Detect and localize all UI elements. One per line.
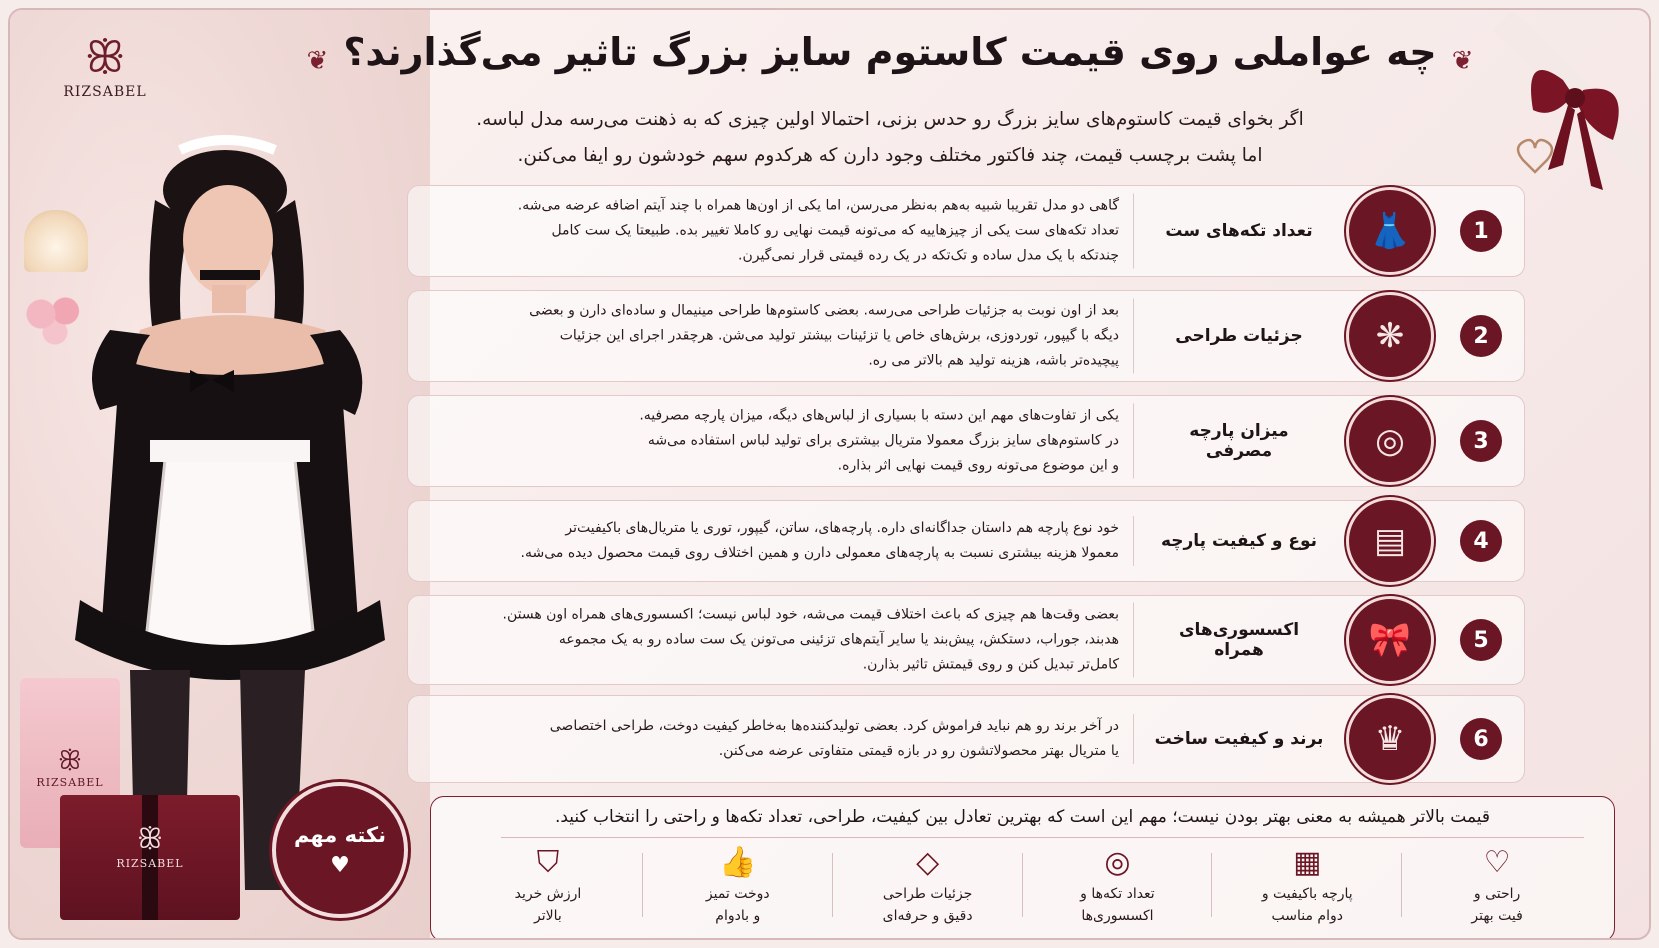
factor-card [407,185,1525,277]
desc-line: در کاستوم‌های سایز بزرگ معمولا متریال بیشتری برای تولید لباس استفاده می‌شه [647,432,1119,449]
factor-label: میزان پارچه مصرفی [1189,421,1289,461]
feature-line-1: راحتی و [1473,886,1521,902]
feature-item [833,843,1023,939]
feature-line-1: دوخت تمیز [705,886,770,902]
desc-line: یا متریال بهتر محصولاتشون رو در بازه قیمتی متفاوتی عرضه می‌کنن. [718,743,1119,759]
feature-line-2: و بادوام [715,908,761,924]
desc-line: معمولا هزینه بیشتری نسبت به پارچه‌های معمولی دارن و همین اختلاف روی قیمت محصول دیده می‌شه. [520,545,1119,561]
diamond-icon: ◇ [916,845,940,880]
factor-label: برند و کیفیت ساخت [1154,729,1324,749]
desc-line: کامل‌تر تبدیل کنن و روی قیمتش تاثیر بذارن. [862,656,1119,673]
page-title: چه عواملی روی قیمت کاستوم سایز بزرگ تاثیر می‌گذارند؟ [343,30,1437,74]
flourish-icon: ❦ [306,45,329,76]
factor-description [434,516,1134,566]
butterfly-logo-icon: ꕥ [57,746,83,776]
lace-icon: ❋ [1346,292,1434,380]
illustration-panel [10,10,430,940]
factor-label: جزئیات طراحی [1175,326,1303,346]
desc-line: یکی از تفاوت‌های مهم این دسته با بسیاری از لباس‌های دیگه، میزان پارچه مصرفیه. [639,407,1119,424]
feature-line-2: دوام مناسب [1271,908,1343,924]
feature-item [1402,843,1592,939]
important-note-badge [272,782,408,918]
feature-line-2: اکسسوری‌ها [1081,908,1154,924]
intro-text [390,102,1390,174]
feature-line-1: جزئیات طراحی [882,886,973,902]
measuring-tape-icon: ◎ [1346,397,1434,485]
factor-card [407,695,1525,783]
gift-brand-name: RIZSABEL [116,857,184,870]
desc-line: گاهی دو مدل تقریبا شبیه به‌هم به‌نظر می‌رسن، اما یکی از اون‌ها همراه با چند آیتم اضافه عرضه می‌شه. [517,197,1119,214]
factor-description [434,404,1134,479]
feature-line-2: فیت بهتر [1471,908,1523,924]
summary-box [430,796,1615,940]
desc-line: بعد از اون نوبت به جزئیات طراحی می‌رسه. بعضی کاستوم‌ها طراحی مینیمال و ساده‌ای دارن و بعضی [529,302,1119,319]
feature-line-1: تعداد تکه‌ها و [1080,886,1155,902]
desc-line: چندتکه با یک مدل ساده و تک‌تکه در یک رده قیمتی قرار نمی‌گیرن. [738,247,1119,264]
factor-label: اکسسوری‌های همراه [1178,620,1300,660]
feature-list [453,843,1592,939]
title-row [290,30,1490,100]
factor-description [434,299,1134,374]
factor-description [434,714,1134,764]
bag-brand-name: RIZSABEL [36,776,104,789]
factor-number: 1 [1460,210,1502,252]
factor-number: 2 [1460,315,1502,357]
desc-line: هدبند، جوراب، دستکش، پیش‌بند یا سایر آیتم‌های تزئینی می‌تونن یک ست ساده رو به یک مجموعه [558,631,1119,648]
gift-box [60,795,240,920]
desc-line: بعضی وقت‌ها هم چیزی که باعث اختلاف قیمت می‌شه، خود لباس نیست؛ اکسسوری‌های همراه اون هستن. [502,606,1119,623]
factor-card [407,290,1525,382]
factor-label: تعداد تکه‌های ست [1165,221,1313,241]
feature-line-1: پارچه باکیفیت و [1261,886,1353,902]
desc-line: خود نوع پارچه هم داستان جداگانه‌ای داره. پارچه‌های، ساتن، گیپور، توری یا متریال‌های باکیفیت‌تر [565,520,1119,536]
measuring-tape-icon: ◎ [1104,845,1131,880]
crown-icon: ♛ [1346,695,1434,783]
factor-number: 3 [1460,420,1502,462]
feature-line-1: ارزش خرید [514,886,582,902]
note-title: نکته مهم [293,822,387,847]
desc-line: تعداد تکه‌های ست یکی از چیزهاییه که می‌تونه قیمت نهایی رو کاملا تغییر بده. طبیعتا یک ست کامل [551,222,1119,239]
feature-item [1023,843,1213,939]
fabric-swatch-icon: ▦ [1293,845,1322,880]
factor-description [434,603,1134,678]
intro-line-1: اگر بخوای قیمت کاستوم‌های سایز بزرگ رو حدس بزنی، احتمالا اولین چیزی که به ذهنت می‌رسه مدل لباسه. [476,109,1304,130]
factor-card [407,395,1525,487]
intro-line-2: اما پشت برچسب قیمت، چند فاکتور مختلف وجود دارن که هرکدوم سهم خودشون رو ایفا می‌کنن. [517,145,1263,166]
ribbon-bow-decoration [1493,10,1643,200]
heart-icon: ♡ [1483,845,1511,880]
desc-line: و این موضوع می‌تونه روی قیمت نهایی اثر بذاره. [837,457,1119,474]
feature-item [453,843,643,939]
butterfly-logo-icon: ꕥ [84,32,126,83]
brand-logo [50,32,160,100]
factor-description [434,194,1134,269]
feature-line-2: بالاتر [534,908,562,924]
factor-card [407,595,1525,685]
factor-number: 5 [1460,619,1502,661]
infographic-frame [8,8,1651,940]
fabric-icon: ▤ [1346,497,1434,585]
summary-message: قیمت بالاتر همیشه به معنی بهتر بودن نیست؛ مهم این است که بهترین تعادل بین کیفیت، طراحی، تعداد تکه‌ها و راحتی را انتخاب کنید. [554,807,1491,827]
feature-line-2: دقیق و حرفه‌ای [882,908,973,924]
butterfly-logo-icon: ꕥ [137,822,163,855]
feature-item [1212,843,1402,939]
divider [501,837,1584,838]
brand-name: RIZSABEL [63,84,147,100]
desc-line: پیچیده‌تر باشه، هزینه تولید هم بالاتر می ره. [868,352,1119,369]
factor-number: 4 [1460,520,1502,562]
shield-check-icon: ⛉ [536,845,560,880]
dress-accessories-icon: 👗 [1346,187,1434,275]
heart-icon: ♥ [330,852,350,878]
flourish-icon: ❦ [1451,45,1474,76]
factor-number: 6 [1460,718,1502,760]
desc-line: در آخر برند رو هم نباید فراموش کرد. بعضی تولیدکننده‌ها به‌خاطر کیفیت دوخت، طراحی اختصاصی [549,718,1119,734]
desc-line: دیگه با گیپور، توردوزی، برش‌های خاص یا تزئینات بیشتر تولید می‌شن. هرچقدر اجرای این جزئیات [559,327,1119,344]
factor-card [407,500,1525,582]
factor-label: نوع و کیفیت پارچه [1160,531,1318,551]
thumbs-up-icon: 👍 [719,845,757,880]
accessories-icon: 🎀 [1346,596,1434,684]
feature-item [643,843,833,939]
